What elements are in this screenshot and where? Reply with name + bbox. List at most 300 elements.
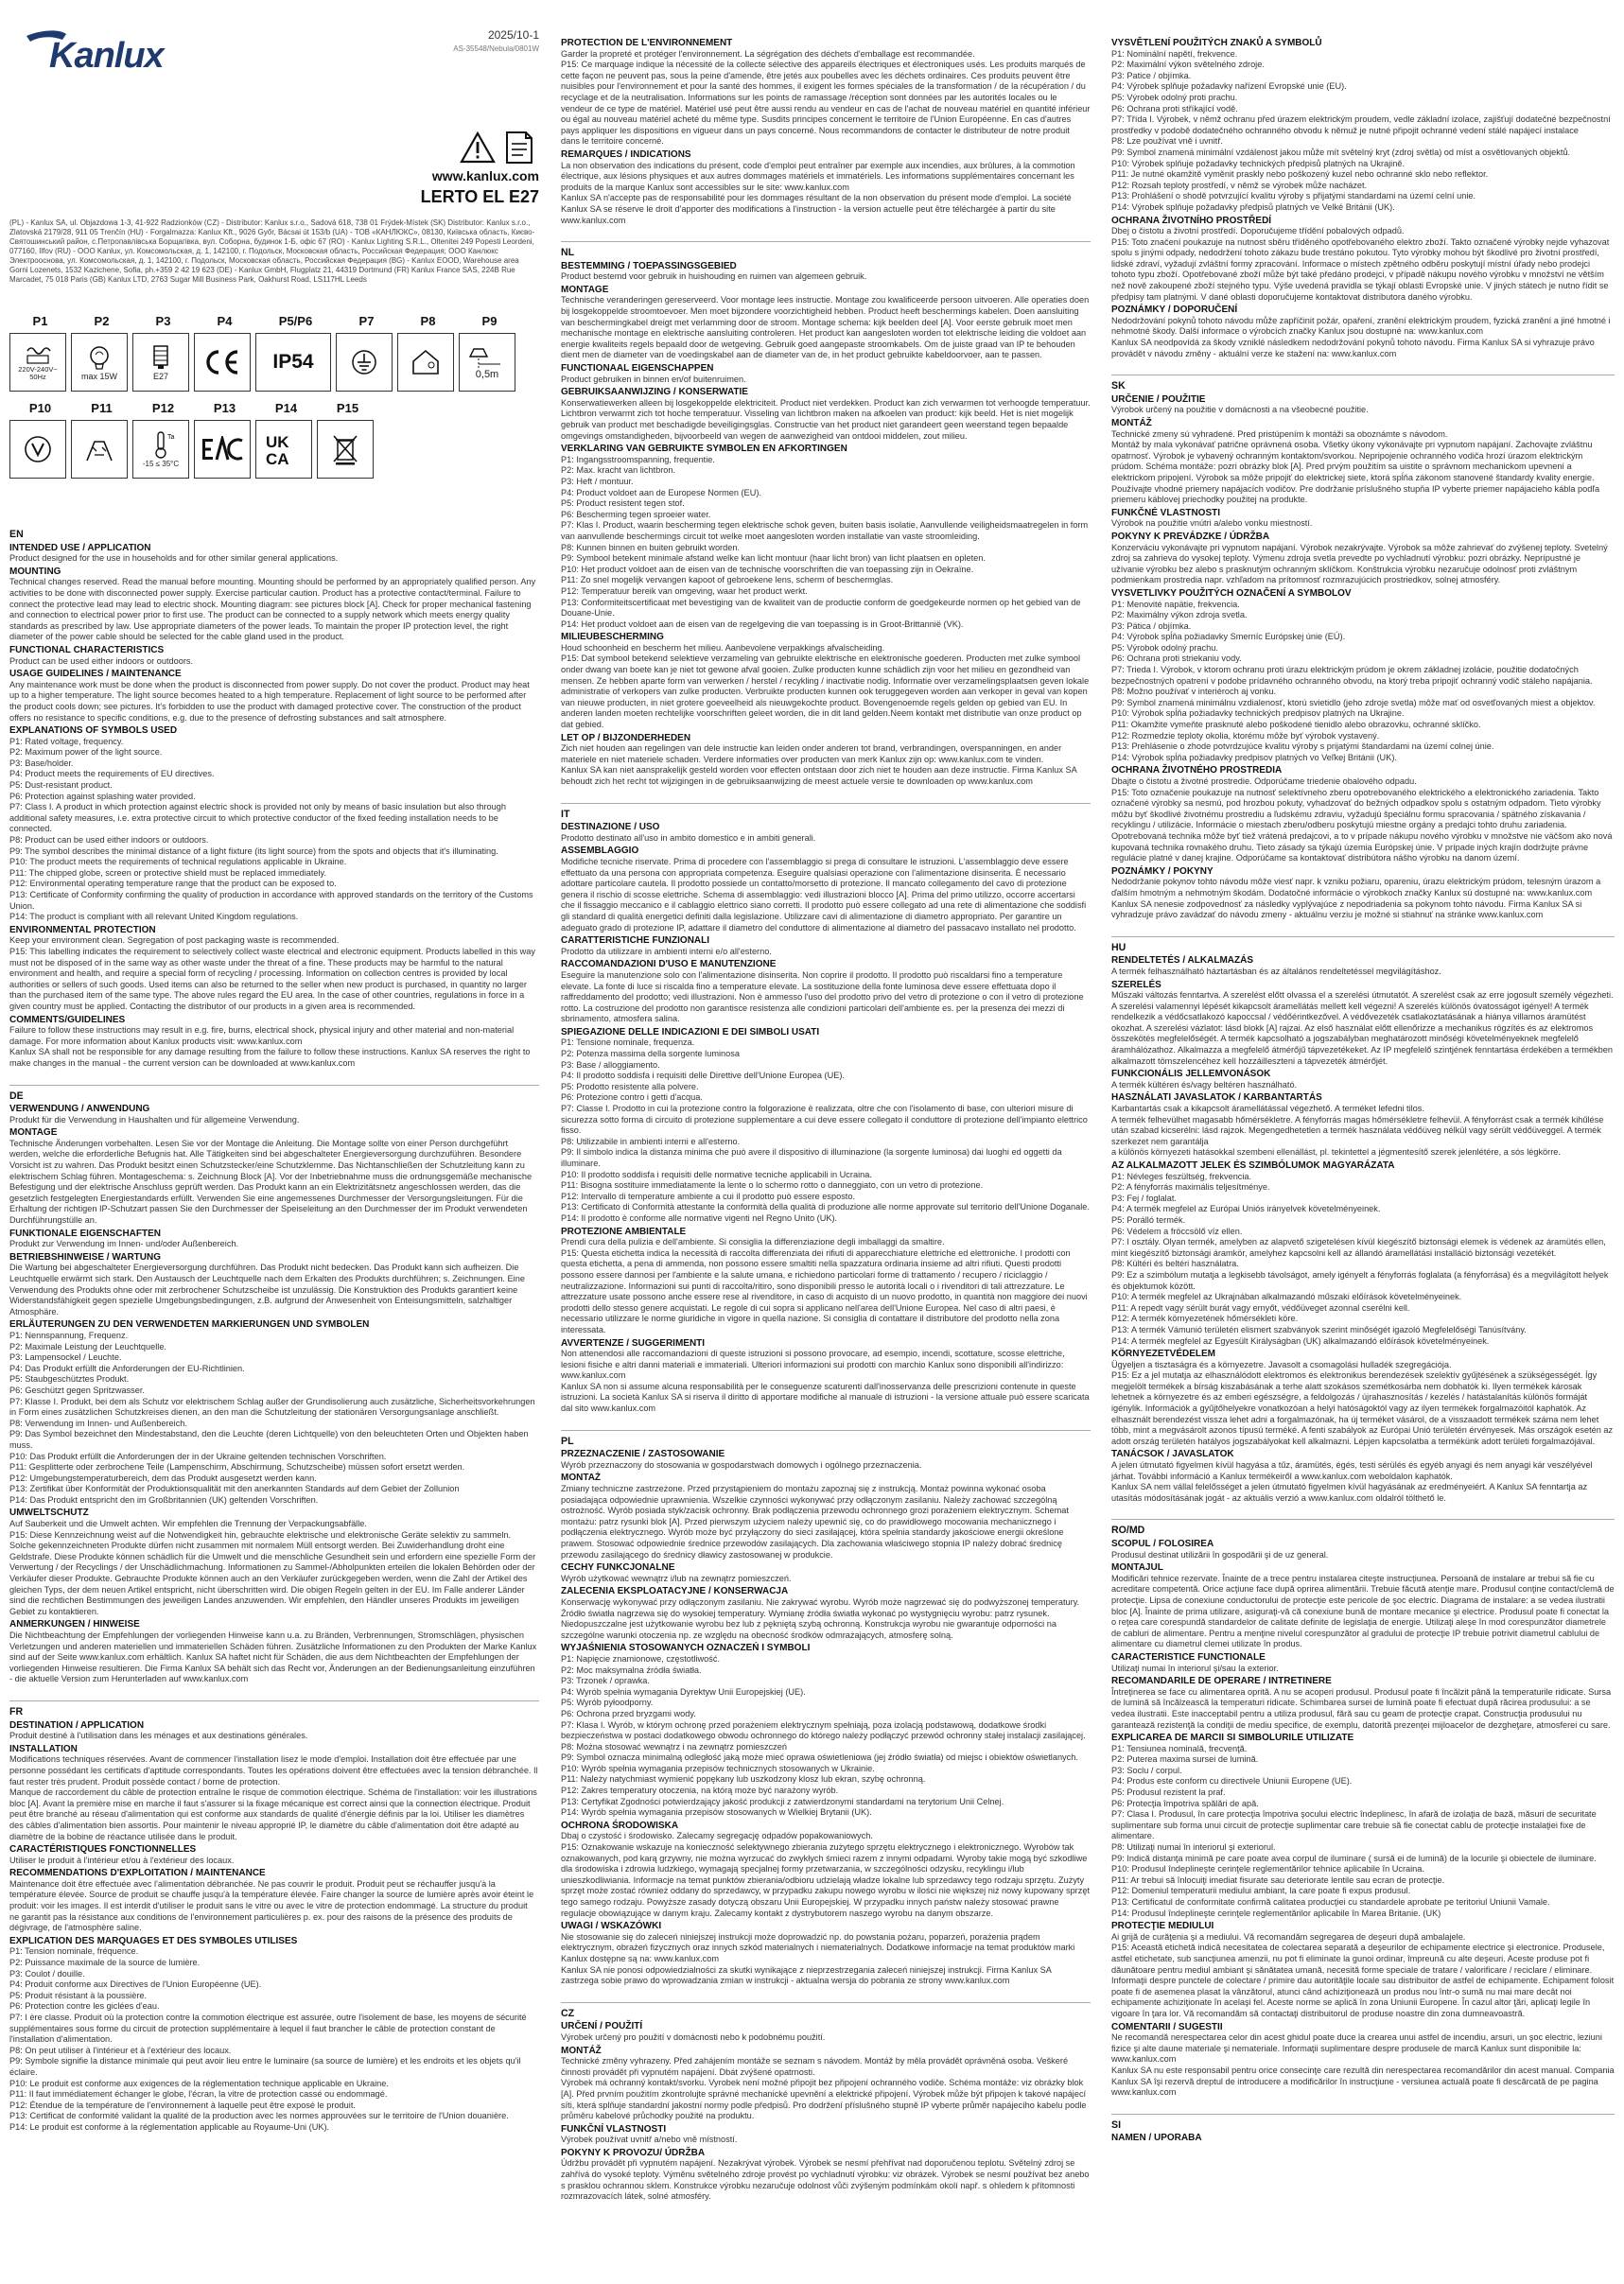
symbol-label: P14	[274, 401, 298, 415]
paragraph: P12: Étendue de la température de l'environnement à laquelle peut être exposé le produit.	[9, 2100, 356, 2110]
symbol-label: P15	[336, 401, 359, 415]
svg-text:Ta: Ta	[167, 434, 175, 441]
section-heading: OCHRANA ŽIVOTNÍHO PROSTŘEDÍ	[1111, 215, 1272, 226]
paragraph: P2: Maximálny výkon zdroja svetla.	[1111, 610, 1248, 620]
section-heading: MOUNTING	[9, 566, 61, 577]
paragraph: P11: Okamžite vymeňte prasknuté alebo poškodené tienidlo alebo obrazovku, ochranné sklíčko.	[1111, 720, 1481, 730]
symbol-label: P8	[420, 314, 436, 328]
paragraph: Výrobek má ochranný kontakt/svorku. Vyrobek není možné připojit bez připojení ochranného vodiče. Schéma montáže: viz obrázky blok [A]. Před prvním použitím zkontrolujte správné mechanické upevnění a elektrické připojení. Výrobek může být připojen k takové napájecí síti, která splňuje standardní jakostní normy podle předpisů. Pro dodržení příslušného stupně IP vyberte průměr napájecího kabelu podle průměru kabelové průchodky použité na produktu.	[561, 2078, 1087, 2121]
paragraph: P2: Maximum power of the light source.	[9, 747, 163, 758]
paragraph: Kanlux SA nu este responsabil pentru orice consecinţe care rezultă din nerespectarea recomandărilor din acest manual. Compania Kanlux SA îşi rezervă dreptul de introducere a modificărilor în instrucţiune - versiunea actuală poate fi descărcată de pe pagina www.kanlux.com	[1111, 2065, 1615, 2098]
paragraph: P1: Rated voltage, frequency.	[9, 736, 124, 746]
paragraph: P3: Trzonek / oprawka.	[561, 1676, 650, 1686]
paragraph: Technische Änderungen vorbehalten. Lesen Sie vor der Montage die Anleitung. Die Montage sollte von einer Person durchgeführt werden, welche die erforderliche Befugnis hat. Alle Tätigkeiten sind bei abgeschalteter Energieversorgung durchzuführen. Besondere Vorsicht ist zu wahren. Das Produkt besitzt einen Schutzstecker/eine Schutzklemme. Das Nichtanschließen der Schutzleitung kann zu elektrischem Schlag führen. Montageschema: s. Zeichnung Block [A]. Vor der Inbetriebnahme muss die ordnungsgemäße mechanische Befestigung und der elektrische Anschluss geprüft werden. Das Produkt kann an ein Elektrizitätsnetz angeschlossen werden, das die gesetzlich festgelegten Energiestandards erfüllt. Verwenden Sie eine angemessenes Durchmesser der Versorgungsleitungen. Für die Erhaltung der richtigen IP-Schutzart passen Sie den Durchmesser der Speiseleitung an den Durchmesser der im Produkt verwendeten Durchführungstülle an.	[9, 1138, 533, 1226]
symbol-label: P3	[155, 314, 171, 328]
paragraph: P11: Il faut immédiatement échanger le globe, l'écran, la vitre de protection cassé ou endommagé.	[9, 2089, 388, 2100]
paragraph: a különös környezeti hatásokkal szembeni ellenállást, pl. tekintettel a jégmentesítő szerek jelenlétére, a sós légkörre.	[1111, 1147, 1561, 1158]
paragraph: P13: Certificat de conformité validant la qualité de la production avec les normes approuvées sur le territoire de l'Union douanière.	[9, 2111, 509, 2121]
paragraph: P2: Max. kracht van lichtbron.	[561, 465, 676, 476]
paragraph: P3: Lampensockel / Leuchte.	[9, 1352, 122, 1363]
section-heading: BETRIEBSHINWEISE / WARTUNG	[9, 1251, 162, 1263]
paragraph: P6: Védelem a fröccsölő víz ellen.	[1111, 1226, 1243, 1236]
section-heading: OCHRANA ŽIVOTNÉHO PROSTREDIA	[1111, 765, 1283, 776]
section-heading: FUNCTIONAL CHARACTERISTICS	[9, 644, 165, 655]
symbol-label: P11	[91, 401, 113, 415]
language-heading: SI	[1111, 2114, 1615, 2132]
distributor-addresses: (PL) - Kanlux SA, ul. Objazdowa 1-3, 41-922 Radzionków (CZ) - Distributor: Kanlux s.r.o., Sadová 618, 738 01 Frýdek-Místek (SK) Distributor: Kanlux s.r.o., Zlatovská 2179/28, 911 05 Trenčín (HU) - Forgalmazza: Kanlux Kft., 9026 Győr, Bácsai út 153/b (UA) - ТОВ «КАНЛЮКС», 08130, Київська область, Києво-Святошинський район, с.Петропавлівська Борщагівка, вул. Соборна, будинок 1-Б, офіс 67 (RO) - Kanlux Lighting S.R.L., Oltenitei 249 Popesti Leordeni, 077160, Ilfov (RU) - ООО Kanlux, ул. Комсомольская, д. 1, 142100, г. Подольск, Московская область, Российская Федерация; ООО Канлюкс Электрооснова, ул. Комсомольская, д. 1, 142100, г. Подольск, Московская область, Российская Федерация (BG) - Kanlux EOOD, Warehouse area Gorni Lozenets, 1532 Kazichene, Sofia, ph.+359 2 42 19 623 (DE) - Kanlux GmbH, Flugplatz 21, 44319 Dortmund (FR) Kanlux France SAS, 224B Rue Marcadet, 75 018 Paris (GB) Kanlux LTD, 2763 Sugar Mill Business Park, Oakhurst Road, LS117HL Leeds	[9, 218, 535, 284]
section-heading: PROTECTION DE L'ENVIRONNEMENT	[561, 38, 733, 48]
document-subcode: AS-35548/Nebula/0801W	[453, 44, 539, 53]
paragraph: P9: Symbol oznacza minimalną odległość jaką może mieć oprawa oświetleniowa (jej źródło światła) od miejsc i obiektów oświetlanych.	[561, 1752, 1078, 1763]
paragraph: P1: Tensiunea nominală, frecvenţă.	[1111, 1743, 1248, 1753]
paragraph: P3: Fej / foglalat.	[1111, 1193, 1177, 1203]
paragraph: P3: Heft / montuur.	[561, 476, 634, 486]
paragraph: P5: Dust-resistant product.	[9, 780, 113, 791]
paragraph: P13: Certificatul de conformitate confirmă calitatea producţiei cu standardele aprobate pe teritoriul Uniunii Vamale.	[1111, 1897, 1550, 1907]
symbol-labels-row-1	[9, 314, 539, 328]
paragraph: Ai grijă de curăţenia şi a mediului. Vă recomandăm segregarea de deşeuri după ambalajele.	[1111, 1931, 1466, 1942]
paragraph: A termék felhevülhet magasabb hőmérsékletre. A fényforrás magas hőmérsékletre felhevül. A fényforrást csak a termék kihűlése után szabad kicserélni: lásd rajzok. Megengedhetetlen a termék használata védőüveg nélkül vagy sérült védőüveggel. A termék szerkezet nem garantálja	[1111, 1114, 1604, 1146]
paragraph: P8: Utilizaţi numai în interiorul şi exteriorul.	[1111, 1842, 1276, 1853]
svg-text:CA: CA	[266, 450, 289, 468]
section-heading: POZNÁMKY / DOPORUČENÍ	[1111, 305, 1238, 316]
paragraph: Kanlux SA n'accepte pas de responsabilité pour les dommages résultant de la non observation du présent mode d'emploi. La société Kanlux SA se réserve le droit d'apporter des modifications à l'instruction - la version actuelle peut être téléchargée à partir du site www.kanlux.com	[561, 193, 1072, 225]
paragraph: Technické zmeny sú vyhradené. Pred pristúpením k montáži sa oboznámte s návodom.	[1111, 428, 1448, 439]
paragraph: P2: Maximální výkon světelného zdroje.	[1111, 60, 1265, 70]
paragraph: Garder la propreté et protéger l'environnement. La ségrégation des déchets d'emballage est recommandée.	[561, 48, 975, 59]
section-heading: RACCOMANDAZIONI D'USO E MANUTENZIONE	[561, 959, 777, 970]
paragraph: P4: Produit conforme aux Directives de l'Union Européenne (UE).	[9, 1979, 262, 1990]
paragraph: P1: Menovité napätie, frekvencia.	[1111, 599, 1240, 609]
paragraph: Failure to follow these instructions may result in e.g. fire, burns, electrical shock, physical injury and other material and non-material damage. For more information about Kanlux products visit: www.kanlux.com	[9, 1025, 515, 1046]
paragraph: P5: Product resistent tegen stof.	[561, 498, 685, 509]
paragraph: P15: Toto značení poukazuje na nutnost sběru tříděného opotřebovaného elektro zboží. Takto označené výrobky nejde vyhazovat spolu s jinými odpady, nedodržení tohoto zákazu bude trestáno pokutou. Tyto výrobky mohou být škodlivé pro životní prostředí, lidské zdraví, vyžadují zvláštní formy zpracování. Informace o místech zpětného odběru poskytují místní úřady nebo prodejci tohoto typu zboží. Opotřebované zboží může být také předáno prodejci, v případě nákupu nového výrobku v množství ne větším než nově zakoupené zboží stejného typu. Výše uvedená pravidla se týkají oblasti Evropské unie. V jiných státech je nutno řídit se předpisy tam platnými. V dané oblasti doporučujeme kontaktovat distributora daného výrobku.	[1111, 236, 1610, 302]
svg-text:UK: UK	[266, 433, 289, 451]
paragraph: P2: Potenza massima della sorgente luminosa	[561, 1049, 740, 1059]
paragraph: P3: Base/holder.	[9, 758, 74, 768]
brand-logo: Kanlux	[49, 36, 164, 76]
section-heading: POZNÁMKY / POKYNY	[1111, 865, 1214, 877]
paragraph: P15: Toto označenie poukazuje na nutnosť selektívneho zberu opotrebovaného elektrického a elektronického zariadenia. Takto označené výrobky sa nesmú, pod hrozbou pokuty, vyhadzovať do bežných odpadkov spolu s ostatným odpadom. Tieto výrobky môžu byť škodlivé životnému prostrediu a ľudskému zdraviu, vyžadujú špeciálnu formu spracovania / spätného získavania / recyklingu / utilizácie. Informácie o miestach zberu/odberu poskytujú miestne orgány a predajci tohto druhu zariadenia. Opotrebovaná technika môže byť tiež vrátená predajcovi, a to v prípade nákupu nového výrobku v množstve nie väčšom ako nová kupovaná technika rovnakého druhu. Tieto zásady sa týkajú územia Európskej únie. V prípade iných krajín dodržujte právne regulácie platné v danej krajine. Odporúčame sa kontaktovať distribútora nášho výrobku na danom území.	[1111, 787, 1613, 863]
symbol-label: P2	[94, 314, 110, 328]
paragraph: A termék felhasználható háztartásban és az általános rendeltetéssel megvilágításhoz.	[1111, 966, 1441, 976]
paragraph: Wyrób użytkować wewnątrz i/lub na zewnątrz pomieszczeń.	[561, 1573, 792, 1583]
paragraph: P11: The chipped globe, screen or protective shield must be replaced immediately.	[9, 867, 327, 878]
section-heading: FUNKTIONALE EIGENSCHAFTEN	[9, 1228, 161, 1239]
paragraph: Dbej o čistotu a životní prostředí. Doporučujeme třídění pobalových odpadů.	[1111, 226, 1405, 236]
language-heading: SK	[1111, 375, 1615, 392]
section-heading: MILIEUBESCHERMING	[561, 632, 664, 643]
paragraph: P5: Výrobek odolný proti prachu.	[1111, 92, 1238, 102]
section-heading: ERLÄUTERUNGEN ZU DEN VERWENDETEN MARKIERUNGEN UND SYMBOLEN	[9, 1319, 370, 1331]
paragraph: A termék kültéren és/vagy beltéren használható.	[1111, 1079, 1298, 1090]
paragraph: Ne recomandă nerespectarea celor din acest ghidul poate duce la crearea unui astfel de incendiu, arsuri, un şoc electric, leziuni fizice şi alte daune materiale şi nemateriale. Informaţii suplimentare despre produsele de marcă Kanlux sunt disponibile la: www.kanlux.com	[1111, 2032, 1602, 2065]
read-manual-icon	[501, 129, 535, 166]
paragraph: Modifiche tecniche riservate. Prima di procedere con l'assemblaggio si prega di consultare le istruzioni. L'assemblaggio deve essere effettuato da una persona con appropriata competenza. Eseguire qualsiasi operazione con l'alimentazione disinserita. È necessario adottare particolare cautela. Il prodotto possiede un contatto/morsetto di protezione. Il mancato collegamento del cavo di protezione genera il rischio di scosse elettriche. Schema di assemblaggio: vedi illustrazioni blocco [A]. Prima del primo utilizzo, occorre accertarsi che il fissaggio meccanico e il cablaggio elettrico siano corretti. Il prodotto può essere collegato ad una rete di alimentazione che soddisfi gli standard di qualità energetici definiti dalla legislazione. Utilizzare cavi di alimentazione di diametro appropriato. Per garantire un adeguato grado di protezione IP, adattare il diametro del conduttore di alimentazione al diametro del passacavo installato nel prodotto.	[561, 856, 1087, 933]
paragraph: Modificări tehnice rezervate. Înainte de a trece pentru instalarea citeşte instrucţiunea. Persoană de instalare ar trebui să fie cu acreditare competentă. Orice acţiune face după oprirea alimentării. Trebuie făcută atenţie mare. Produsul conţine contact/clemă de protecţie. Lipsa de conexiune conductorului de protecţie este pericole de şoc electric. Diagrama de instalare: a se vedea ilustratii bloc [A]. Înainte de prima utilizare, asiguraţi-vă că conexiune bună de montare mecanice şi electrice. Produsul poate fi conectat la o reţea care corespundă standardelor de calitate definite de legislaţia de energie. Utilizaţi aleşe în mod corespunzător diametrele de cabluri de alimentare. Pentru a menţine nivelul corespunzător al gradului de protecţie IP trebuie potrivit diametrul cablului de alimentare cu diametrul clemei utilizate în produs.	[1111, 1573, 1615, 1649]
paragraph: P14: Výrobok spĺňa požiadavky predpisov platných vo Veľkej Británii (UK).	[1111, 752, 1397, 762]
paragraph: P7: Class I. A product in which protection against electric shock is provided not only by means of basic insulation but also through additional safety measures, i.e. extra protective circuit to which protective conductor of the fixed feeding installation needs to be connected.	[9, 802, 506, 834]
section-heading: UWAGI / WSKAZÓWKI	[561, 1921, 662, 1932]
paragraph: P13: A termék Vámunió területén elismert szabványok szerint minőségét igazoló Megfelelőségi Tanúsítvány.	[1111, 1324, 1527, 1334]
language-heading: FR	[9, 1700, 539, 1718]
paragraph: P14: A termék megfelel az Egyesült Királyságban (UK) alkalmazandó előírások követelményeinek.	[1111, 1335, 1490, 1346]
section-heading: UMWELTSCHUTZ	[9, 1508, 89, 1519]
paragraph: Konserwatiewerken alleen bij losgekoppelde elektriciteit. Product niet verdekken. Product kan zich verwarmen tot verhoogde temperatuur. Lichtbron verwarmt zich tot hoche temperatuur. Visseling van lichtbron maken na afkoelen van product: kijk beeld. Het is niet mogelijk gebruik van product met beschadigde beveiligingsglas. Constructie van het product niet garandeert geen weerstand tegen bepaalde omgevings omstandigheden, bijvoorbeeld van wegen de aanwezigheid van ontdooi middelen, zout milieu.	[561, 397, 1091, 441]
paragraph: P11: Ar trebui să înlocuiţi imediat fisurate sau deteriorate lentile sau ecran de protecţie.	[1111, 1874, 1445, 1885]
paragraph: P10: Het product voldoet aan de eisen van de technische voorschriften die van toepassing zijn in Oekraïne.	[561, 564, 974, 574]
paragraph: P9: Symbole signifie la distance minimale qui peut avoir lieu entre le luminaire (sa source de lumière) et les endroits et les objets qu'il éclaire.	[9, 2056, 521, 2077]
paragraph: P11: Je nutné okamžitě vyměnit praskly nebo poškozený kuzel nebo ochranné sklo nebo reflektor.	[1111, 169, 1489, 180]
paragraph: P1: Napięcie znamionowe, częstotliwość.	[561, 1653, 721, 1664]
paragraph: Produsul destinat utilizării în gospodării şi de uz general.	[1111, 1549, 1329, 1560]
section-heading: VYSVĚTLENÍ POUŽITÝCH ZNAKŮ A SYMBOLŮ	[1111, 38, 1322, 48]
paragraph: P10: Il prodotto soddisfa i requisiti delle normative tecniche applicabili in Ucraina.	[561, 1169, 872, 1179]
section-heading: USAGE GUIDELINES / MAINTENANCE	[9, 669, 182, 680]
paragraph: P3: Base / alloggiamento.	[561, 1059, 660, 1070]
paragraph: P15: Ce marquage indique la nécessité de la collecte sélective des appareils électriques et électroniques usés. Les produits marqués de cette façon ne peuvent pas, sous la peine d'amende, être jetés aux poubelles avec les déchets ordinaires. Ces produits peuvent être nuisibles pour l'environnement et pour la santé des hommes, il exigent les formes spéciales de la transformation / de la récupération / du recyclage et de la neutralisation. Informations sur les points de ramassage /réception sont données par les autorités locales ou le vendeur de ce type de matériel. Matériel usé peut être aussi rendu au vendeur en cas de l'achat de nouveau matériel en quantité inférieur ou égal au nouveau matériel acheté du même type. Susdits principes concernent le territoire de l'Union Européenne. En cas d'autres pays appliquer les dispositions en vigueur dans un pays concerné. Nous recommandons de contacter le distributeur de notre produit dans le territoire concerné.	[561, 60, 1091, 147]
section-heading: WYJAŚNIENIA STOSOWANYCH OZNACZEŃ I SYMBOLI	[561, 1643, 811, 1654]
paragraph: Údržbu provádět při vypnutém napájení. Nezakrývat výrobek. Výrobek se nesmí přehřívat nad doporučenou teplotu. Světelný zdroj se zahřívá do vysoké teploty. Výměnu světelného zdroje provést po vychladnutí výrobku: viz obrázek. Výrobek se nesmí používat bez anebo s prasklou ochrannou sklem. Konstrukce výrobku nezaručuje odolnost vůči zvýšeným podmínkám okolí např. s ohledem k přítomnosti rozmrazovacích látek, solné atmosféry.	[561, 2158, 1090, 2202]
section-heading: VYSVETLIVKY POUŽITÝCH OZNAČENÍ A SYMBOLOV	[1111, 587, 1352, 599]
symbol-label: P5/P6	[278, 314, 313, 328]
paragraph: P7: Trieda I. Výrobok, v ktorom ochranu proti úrazu elektrickým prúdom je okrem základnej izolácie, použitie dodatočných bezpečnostných opatrení v podobe prídavného ochranného obvodu, na ktorý treba pripojiť ochranný vodič stáleho napájania.	[1111, 665, 1593, 686]
paragraph: Product bestemd voor gebruik in huishouding en ruimen van algemeen gebruik.	[561, 271, 867, 282]
paragraph: Prodotto da utilizzare in ambienti interni e/o all'esterno.	[561, 946, 772, 956]
section-heading: POKYNY K PROVOZU/ ÚDRŽBA	[561, 2147, 706, 2158]
paragraph: Prodotto destinato all'uso in ambito domestico e in ambiti generali.	[561, 832, 816, 843]
paragraph: Maintenance doit être effectuée avec l'alimentation débranchée. Ne pas couvrir le produit. Produit peut se réchauffer jusqu'à la température élevée. Source de produit se chauffe jusqu'à la température élevée. Faire changer la source de lumière après avoir éteint le produit: voir les images. Il est interdit d'utiliser le produit sans le vitre ou avec le vitre de protection endommagé. La structure du produit ne garantit pas la résistance aux conditions de l'environnement particulières p. ex. pour des raisons de la présence des produits de dégivrage, de l'atmosphère saline.	[9, 1878, 534, 1933]
class-ii-icon	[71, 420, 128, 479]
paragraph: Non attenendosi alle raccomandazioni di queste istruzioni si possono provocare, ad esempio, incendi, scottature, scosse elettriche, lesioni fisiche e altri danni materiali e immateriali. Ulteriori informazioni sui prodotti con marchio Kanlux sono disponibili all'indirizzo: www.kanlux.com	[561, 1349, 1065, 1381]
voltage-icon: 220V-240V~ 50Hz	[9, 333, 66, 392]
section-heading: VERKLARING VAN GEBRUIKTE SYMBOLEN EN AFKORTINGEN	[561, 444, 847, 455]
paragraph: P8: Lze používat vně i uvnitř.	[1111, 136, 1223, 147]
paragraph: P7: Classe I. Prodotto in cui la protezione contro la folgorazione è realizzata, oltre che con l'isolamento di base, con ulteriori misure di sicurezza sotto forma di circuito di protezione supplementare a cui deve essere collegato il conduttore di protezione dell'impianto elettrico fisso.	[561, 1104, 1088, 1136]
warning-triangle-icon	[460, 131, 496, 165]
paragraph: Utiliser le produit à l'intérieur et/ou à l'extérieur des locaux.	[9, 1855, 235, 1865]
paragraph: Wyrób przeznaczony do stosowania w gospodarstwach domowych i ogólnego przeznaczenia.	[561, 1459, 922, 1470]
paragraph: Prendi cura della pulizia e dell'ambiente. Si consiglia la differenziazione degli imballaggi da smaltire.	[561, 1237, 945, 1247]
paragraph: Výrobok na použitie vnútri a/alebo vonku miestností.	[1111, 518, 1313, 529]
eac-mark-icon	[194, 420, 251, 479]
mounting-icon	[9, 420, 66, 479]
paragraph: Modifications techniques réservées. Avant de commencer l'installation lisez le mode d'emploi. Installation doit être effectuée par une personne possédant les certificats d'aptitude correspondants. Toutes les opérations doivent être effectuées avec la tension débranchée. Il faut rester très prudent. Produit possède contact / borne de protection.	[9, 1754, 538, 1787]
paragraph: P9: Das Symbol bezeichnet den Mindestabstand, den die Leuchte (deren Lichtquelle) von den beleuchteten Orten und Objekten haben muss.	[9, 1429, 529, 1450]
paragraph: P1: Nennspannung, Frequenz.	[9, 1330, 129, 1340]
paragraph: P1: Ingangsstroomspanning, frequentie.	[561, 454, 715, 464]
paragraph: P8: On peut utiliser à l'intérieur et à l'extérieur des locaux.	[9, 2045, 232, 2055]
paragraph: Výrobok určený na použitie v domácnosti a na všeobecné použitie.	[1111, 405, 1369, 415]
paragraph: P8: Možno používať v interiéroch aj vonku.	[1111, 687, 1277, 697]
paragraph: P13: Certyfikat Zgodności potwierdzający jakość produkcji z zatwierdzonymi standardami na terytorium Unii Celnej.	[561, 1796, 1004, 1806]
paragraph: P10: Le produit est conforme aux exigences de la réglementation technique applicable en Ukraine.	[9, 2078, 389, 2088]
paragraph: P12: Rozmedzie teploty okolia, ktorému môže byť výrobok vystavený.	[1111, 730, 1380, 741]
section-heading: FUNKČNÉ VLASTNOSTI	[1111, 507, 1220, 518]
paragraph: P9: Symbool betekent minimale afstand welke kan licht montuur (haar licht bron) van licht plaatsen en opleten.	[561, 553, 986, 564]
section-heading: EXPLICATION DES MARQUAGES ET DES SYMBOLES UTILISES	[9, 1935, 298, 1946]
section-heading: PRZEZNACZENIE / ZASTOSOWANIE	[561, 1449, 725, 1460]
paragraph: P4: A termék megfelel az Európai Uniós irányelvek követelményeinek.	[1111, 1204, 1381, 1214]
paragraph: Nedodržanie pokynov tohto návodu môže viesť napr. k vzniku požiaru, opareniu, úrazu elektrickým prúdom, telesným úrazom a ďalším hmotným a nehmotným škodám. Dodatočné informácie o výrobkoch značky Kanlux sú dostupné na: www.kanlux.com	[1111, 877, 1601, 898]
min-distance-icon: 0,5m	[459, 333, 515, 392]
section-heading: FUNKČNÍ VLASTNOSTI	[561, 2123, 667, 2135]
section-heading: CARATTERISTICHE FUNZIONALI	[561, 935, 710, 947]
symbol-label: P12	[151, 401, 175, 415]
paragraph: P12: Environmental operating temperature range that the product can be exposed to.	[9, 879, 337, 889]
paragraph: Karbantartás csak a kikapcsolt áramellátással végezhető. A terméket lefedni tilos.	[1111, 1104, 1424, 1114]
paragraph: P9: Symbol znamená minimální vzdálenost jakou může mít světelný kryt (zdroj světla) od míst a osvětlovaných objektů.	[1111, 147, 1571, 157]
paragraph: Any maintenance work must be done when the product is disconnected from power supply. Do not cover the product. Product may heat up to a higher temperature. The light source becomes heated to a high temperature. Replacement of light source to be performed after the product cools down; see pictures. It's forbidden to use the product with damaged protective cover. The construction of the product offers no resistance to specific conditions, e.g. due to the presence of defrosting substances and salt atmosphere.	[9, 679, 530, 723]
section-heading: PROTECŢIE MEDIULUI	[1111, 1921, 1214, 1932]
paragraph: P12: Rozsah teploty prostředí, v němž se výrobek může nacházet.	[1111, 180, 1368, 190]
paragraph: P6: Protection against splashing water provided.	[9, 791, 196, 801]
section-heading: URČENIE / POUŽITIE	[1111, 393, 1206, 405]
section-heading: NAMEN / UPORABA	[1111, 2133, 1202, 2144]
paragraph: P11: Bisogna sostituire immediatamente la lente o lo schermo rotto o danneggiato, con un vetro di protezione.	[561, 1180, 984, 1191]
section-heading: CARACTERISTICE FUNCTIONALE	[1111, 1651, 1266, 1663]
paragraph: P6: Geschützt gegen Spritzwasser.	[9, 1385, 145, 1395]
section-heading: DESTINATION / APPLICATION	[9, 1719, 145, 1731]
section-heading: RECOMMENDATIONS D'EXPLOITATION / MAINTENANCE	[9, 1868, 266, 1879]
section-heading: CARACTÉRISTIQUES FONCTIONNELLES	[9, 1844, 197, 1856]
paragraph: Eseguire la manutenzione solo con l'alimentazione disinserita. Non coprire il prodotto. Il prodotto può riscaldarsi fino a temperature elevate. La fonte di luce si riscalda fino a temperature elevate. La sostituzione della fonte luminosa deve essere effettuata dopo il raffreddamento del prodotto; vedi illustrazioni. Non è ammesso l'uso del prodotto privo del vetro di protezione o con il vetro di protezione rotto. La costruzione del prodotto non garantisce resistenza alle condizioni particolari dell'ambiente es. per la presenza dei mezzi di sbrinamento, atmosfera salina.	[561, 969, 1084, 1024]
paragraph: P8: Product can be used either indoors or outdoors.	[9, 835, 209, 846]
section-heading: PROTEZIONE AMBIENTALE	[561, 1226, 687, 1237]
paragraph: P6: Protection contre les giclées d'eau.	[9, 2001, 160, 2012]
paragraph: Nie stosowanie się do zaleceń niniejszej instrukcji może doprowadzić np. do powstania pożaru, poparzeń, porażenia prądem elektrycznym, obrażeń fizycznych oraz innych szkód materialnych i niematerialnych. Dodatkowe informacje na temat produktów marki Kanlux dostępne są na: www.kanlux.com	[561, 1931, 1075, 1963]
paragraph: P8: Verwendung im Innen- und Außenbereich.	[9, 1418, 187, 1428]
paragraph: P7: Clasa I. Produsul, în care protecţia împotriva şocului electric îndeplinesc, în afară de izolaţia de bază, măsuri de securitate suplimentare sub forma unui circuit de protecţie suplimentar care trebuie să fie conectat cablu de protecţie instalaţiei fixe de alimentare.	[1111, 1809, 1597, 1841]
language-heading: NL	[561, 241, 1091, 259]
paragraph: P15: Questa etichetta indica la necessità di raccolta differenziata dei rifiuti di apparecchiature elettriche ed elettroniche. I prodotti con questa etichetta, a pena di ammenda, non possono essere smaltiti nella spazzatura ordinaria insieme ad altri rifiuti. Questi prodotti possono essere dannosi per l'ambiente e la salute umana, e richiedono particolari forme di trattamento / recupero / riciclaggio / neutralizzazione. Informazioni sui punti di raccolta/ritiro, sono disponibili presso le autorità locali o i rivenditori di tali attrezzature. Le attrezzature usate possono anche essere rese al rivenditore, in caso di acquisto di un nuovo prodotto, in quantità non maggiore dei nuovi prodotti dello stesso genere acquistati. Le regole di cui sopra si applicano nell'area dell'Unione Europea. Nel caso di altri paesi, è necessario utilizzare le norme giuridiche in vigore in quella nazione. Si consiglia di contattare il distributore del prodotto nella zona interessata.	[561, 1247, 1088, 1334]
paragraph: P7: Klasse I. Produkt, bei dem als Schutz vor elektrischem Schlag außer der Grundisolierung auch zusätzliche, Sicherheitsvorkehrungen in Form eines zusätzlichen Schutzkreises dienen, an den man die Schutzleitung der stationären Versorgungsanlage anschließt.	[9, 1396, 535, 1418]
paragraph: P4: Výrobok spĺňa požiadavky Smerníc Európskej únie (EÚ).	[1111, 632, 1346, 642]
paragraph: P8: Kunnen binnen en buiten gebruikt worden.	[561, 542, 740, 552]
section-heading: COMMENTS/GUIDELINES	[9, 1014, 126, 1025]
paragraph: P5: Prodotto resistente alla polvere.	[561, 1081, 699, 1091]
paragraph: P10: Wyrób spełnia wymagania przepisów technicznych stosowanych w Ukrainie.	[561, 1763, 875, 1773]
paragraph: Výrobek používat uvnitř a/nebo vně místností.	[561, 2135, 738, 2145]
paragraph: Technische veranderingen gereserveerd. Voor montage lees instructie. Montage zou kwalificeerde persoon uitvoeren. Alle operaties doen bij losgekoppelde stroomtoevoer. Men moet bijzondere voorzichtigheid hebben. Product heeft beschermings kabelen. Doen aansluiting van beschermingkabel dreigt met verlamming door de stroom. Montage schema: kijk beelden deel [A]. Voor eerste gebruik moet men mechanische montage en elektrische aansluiting controleren. Het product kan aangesloten worden tot elektrische leiding die voldoet aan energie kwaliteits regels bepaald door de wetgeving. Gebruik goed aangepaste stroomkabels. Om de juiste graad van IP te behouden dient men de diameter van de voedingskabel aan de diameter van de, in het product gebruikte kabeldoorvoer, aan te passen.	[561, 295, 1090, 360]
paragraph: Zmiany techniczne zastrzeżone. Przed przystąpieniem do montażu zapoznaj się z instrukcją. Montaż powinna wykonać osoba posiadająca odpowiednie uprawnienia. Wszelkie czynności wykonywać przy odłączonym zasilaniu. Należy zachować szczególną ostrożność. Wyrób posiada styk/zacisk ochronny. Brak podłączenia przewodu ochronnego grozi porażeniem elektrycznym. Schemat montażu: patrz rysunki blok [A]. Przed pierwszym użyciem należy upewnić się, co do prawidłowego mocowania mechanicznego i podłączenia elektrycznego. Wyrób może być przyłączony do sieci zasilającej, która spełnia standardy jakościowe energii określone prawem. Stosować odpowiednie średnice przewodów zasilających. Dla zachowania właściwego stopnia IP należy dobrać średnicę przewodu zasilającego do średnicy dławicy zastosowanej w produkcie.	[561, 1484, 1069, 1560]
paragraph: Dbajte o čistotu a životné prostredie. Odporúčame triedenie obalového odpadu.	[1111, 776, 1417, 786]
weee-bin-icon	[317, 420, 374, 479]
paragraph: P5: Wyrób pyłoodporny.	[561, 1698, 654, 1708]
section-heading: BESTEMMING / TOEPASSINGSGEBIED	[561, 260, 737, 271]
paragraph: Kanlux SA nenesie zodpovednosť za následky vyplývajúce z nepodriadenia sa pokynom tohto návodu. Firma Kanlux SA si vyhradzuje právo zavádzať do návodu zmeny - aktuálnu verziu je možné si stiahnuť na stránke www.kanlux.com	[1111, 898, 1582, 920]
paragraph: Produit destiné à l'utilisation dans les ménages et aux destinations générales.	[9, 1731, 308, 1741]
paragraph: P7: Třída I. Výrobek, v němž ochranu před úrazem elektrickým proudem, vedle základní izolace, zajišťují dodatečné bezpečnostní prostředky v podobě dodatečného ochranného obvodu k němuž je nutné připojit ochranné vedení stálé napájecí instalace	[1111, 114, 1611, 135]
paragraph: P12: Umgebungstemperaturbereich, dem das Produkt ausgesetzt werden kann.	[9, 1473, 317, 1483]
paragraph: P10: Produsul îndeplineşte cerinţele reglementărilor tehnice aplicabile în Ucraina.	[1111, 1864, 1424, 1874]
symbol-label: P9	[481, 314, 498, 328]
paragraph: P15: Oznakowanie wskazuje na konieczność selektywnego zbierania zużytego sprzętu elektrycznego i elektronicznego. Wyrobów tak oznakowanych, pod karą grzywny, nie można wyrzucać do zwykłych śmieci razem z innymi odpadami. Wyroby takie mogą być szkodliwe dla środowiska i zdrowia ludzkiego, wymagają specjalnej formy przetwarzania, w szczególności odzysku, recyklingu i/lub unieszkodliwiania. Informacje na temat punktów zbierania/odbioru udzielają władze lokalne lub sprzedawcy tego rodzaju sprzętu. Zużyty sprzęt może zostać również oddany do sprzedawcy, w przypadku zakupu nowego wyrobu w ilości nie większej niż nowy kupowany sprzęt tego samego rodzaju. Powyższe zasady dotyczą obszaru Unii Europejskiej. W przypadku innych państw należy stosować prawne regulacje obowiązujące w danym kraju. Zalecamy kontakt z dystrybutorem naszego wyrobu na danym obszarze.	[561, 1842, 1091, 1918]
paragraph: P2: Maximale Leistung der Leuchtquelle.	[9, 1341, 166, 1351]
section-heading: RECOMANDARILE DE OPERARE / INTRETINERE	[1111, 1676, 1332, 1687]
paragraph: Die Nichtbeachtung der Empfehlungen der vorliegenden Hinweise kann u.a. zu Bränden, Verbrennungen, Stromschlägen, physischen Verletzungen und anderen materiellen und immateriellen Schäden führen. Zusätzliche Informationen zu den Produkten der Marke Kanlux sind auf der Seite www.kanlux.com erhältlich. Kanlux SA haftet nicht für Schäden, die aus dem Nichtbeachten der Empfehlungen der vorliegenden Hinweise resultieren. Die Firma Kanlux SA behält sich das Recht vor, Änderungen an der Bedienungsanleitung einzuführen - die aktuelle Version zum Herunterladen auf www.kanlux.com	[9, 1630, 537, 1684]
section-heading: MONTAGE	[9, 1127, 58, 1139]
text-column-2	[561, 36, 1091, 2277]
paragraph: P9: Symbol znamená minimálnu vzdialenosť, ktorú svietidlo (jeho zdroje svetla) môže mať od osvetľovaných miest a objektov.	[1111, 697, 1596, 707]
section-heading: RENDELTETÉS / ALKALMAZÁS	[1111, 955, 1253, 967]
paragraph: P9: Il simbolo indica la distanza minima che può avere il dispositivo di illuminazione (la sorgente luminosa) dai luoghi ed oggetti da illuminare.	[561, 1147, 1062, 1168]
paragraph: La non observation des indications du présent, code d'emploi peut entraîner par exemple aux incendies, aux brûlures, à la commotion électrique, aux lésions physiques et aux autres dommages matériels et immatériels. Les informations supplémentaires concernant les produits de la marque Kanlux sont accessibles sur le site: www.kanlux.com	[561, 160, 1075, 192]
section-heading: SPIEGAZIONE DELLE INDICAZIONI E DEI SIMBOLI USATI	[561, 1026, 820, 1037]
paragraph: P14: Das Produkt entspricht den im Großbritannien (UK) geltenden Vorschriften.	[9, 1494, 319, 1505]
section-heading: FUNCTIONAAL EIGENSCHAPPEN	[561, 363, 714, 375]
paragraph: P11: Zo snel mogelijk vervangen kapoot of gebroekene lens, scherm of beschermglas.	[561, 575, 894, 585]
paragraph: P11: Należy natychmiast wymienić popękany lub uszkodzony klosz lub ekran, szybę ochronną.	[561, 1774, 926, 1785]
symbol-label: P4	[217, 314, 233, 328]
paragraph: P13: Conformiteitscertificaat met bevestiging van de kwaliteit van de productie conform de goedgekeurde normen op het gebied van de Douane-Unie.	[561, 597, 1081, 619]
section-heading: FUNKCIONÁLIS JELLEMVONÁSOK	[1111, 1069, 1271, 1080]
paragraph: P13: Prehlásenie o zhode potvrdzujúce kvalitu výroby s prijatými štandardami na území colnej únie.	[1111, 741, 1494, 752]
paragraph: Keep your environment clean. Segregation of post packaging waste is recommended.	[9, 935, 340, 946]
paragraph: Montáž by mala vykonávať patrične oprávnená osoba. Všetky úkony vykonávajte pri vypnutom napájaní. Zachovajte zvláštnu opatrnosť. Výrobok je vybavený ochranným kontaktom/svorkou. Nepripojenie ochranného vodiča hrozí úrazom elektrickým prúdom. Schéma montáže: pozri obrázky blok [A]. Pred prvým použitím sa uistite o správnom mechanickom upevnení a elektrickom pripojení. Výrobok sa môže pripojiť do elektrickej siete, ktorá spĺňa zákonom stanovené štandardy kvality energie. Používajte vhodné priemery napájacích vodičov. Pre dodržanie príslušného stupňa IP vyberte priemer napájacieho kábla podľa priemeru káblovej priechodky použitej na produkte.	[1111, 440, 1600, 505]
paragraph: P5: Produit résistant à la poussière.	[9, 1990, 148, 2000]
paragraph: P10: Výrobek splňuje požadavky technických předpisů platných na Ukrajině.	[1111, 158, 1405, 168]
section-heading: MONTÁŽ	[1111, 418, 1152, 428]
section-heading: ASSEMBLAGGIO	[561, 846, 639, 857]
paragraph: P3: Coulot / douille.	[9, 1968, 85, 1979]
section-heading: GEBRUIKSAANWIJZING / KONSERWATIE	[561, 387, 748, 398]
section-heading: HASZNÁLATI JAVASLATOK / KARBANTARTÁS	[1111, 1092, 1322, 1104]
section-heading: REMARQUES / INDICATIONS	[561, 148, 691, 160]
paragraph: P13: Zertifikat über Konformität der Produktionsqualität mit den anerkannten Standards auf dem Gebiet der Zollunion	[9, 1484, 460, 1494]
language-heading: EN	[9, 530, 24, 540]
paragraph: Zich niet houden aan regelingen van dele instructie kan leiden onder anderen tot brand, verbrandingen, overspanningen, en ander materiele en niet materiele schaden. Verdere informaties over producten van merk Kanlux zijn op: www.kanlux.com te vinden.	[561, 743, 1062, 764]
ce-mark-icon	[194, 333, 251, 392]
paragraph: Kanlux SA kan niet aansprakelijk gesteld worden voor effecten ontstaan door zich niet te houden aan deze instructie. Firma Kanlux SA behoudt zich het recht tot wijzigingen in de gebruiksaanwijzing de meest actuele versie te downloaden op www.kanlux.com	[561, 765, 1077, 786]
paragraph: P13: Certificato di Conformità attestante la conformità della qualità di produzione alle norme approvate sul territorio dell'Unione Doganale.	[561, 1202, 1090, 1212]
paragraph: P4: Product voldoet aan de Europese Normen (EU).	[561, 487, 761, 497]
paragraph: Konzerváciu vykonávajte pri vypnutom napájaní. Výrobok nezakrývajte. Výrobok sa môže zahrievať do zvýšenej teploty. Svetelný zdroj sa zahrieva do vysokej teploty. Výmenu zdroja svetla prevedte po vychladnutí výrobku: pozri obrázky. Neprípustné je užívanie výrobku bez alebo s prasknutým ochranným sklíčkom. Konštrukcia výrobku nezaručuje odolnosť proti zvláštnym podmienkam prostredia napr. vzhľadom na prítomnosť rozmrazujúcich prostriedkov, solnej atmosféry.	[1111, 542, 1608, 585]
paragraph: P1: Tension nominale, fréquence.	[9, 1946, 139, 1957]
paragraph: P15: Diese Kennzeichnung weist auf die Notwendigkeit hin, gebrauchte elektrische und elektronische Geräte selektiv zu sammeln. Solche gekennzeichneten Produkte dürfen nicht zusammen mit normalem Müll entsorgt werden. Bei Zuwiderhandlung droht eine Geldstrafe. Diese Produkte können schädlich für die Umwelt und die menschliche Gesundheit sein und erfordern eine spezielle Form der Verwertung / der Recyclings / der Unschädlichmachung. Informationen zu Sammel-/Abholpunkten erteilen die lokalen Behörden oder der Verkäufer dieser Produkte. Gebrauchte Produkte können auch an den Verkäufer zurückgegeben werden, wenn die Zahl der Artikel des gleichen Typs, der dem neuen Artikel entspricht, nicht überschritten wird. Die obigen Regeln gelten in der EU. Im Falle anderer Länder sind die rechtlichen Bestimmungen des jeweiligen Landes anzuwenden. Wir empfehlen, den Händler unseres Produkts im jeweiligen Gebiet zu kontaktieren.	[9, 1529, 536, 1616]
ukca-mark-icon	[255, 420, 312, 479]
paragraph: Dbaj o czystość i środowisko. Zalecamy segregację odpadów popakowaniowych.	[561, 1831, 873, 1841]
section-heading: LET OP / BIJZONDERHEDEN	[561, 732, 691, 743]
paragraph: P5: Výrobok odolný prachu.	[1111, 642, 1218, 653]
section-heading: SCOPUL / FOLOSIREA	[1111, 1539, 1214, 1549]
paragraph: P4: Product meets the requirements of EU directives.	[9, 769, 215, 779]
paragraph: P6: Bescherming tegen sproeier water.	[561, 509, 711, 519]
paragraph: P14: Il prodotto è conforme alle normative vigenti nel Regno Unito (UK).	[561, 1212, 838, 1223]
section-heading: URČENÍ / POUŽITÍ	[561, 2021, 643, 2032]
paragraph: P6: Ochrana proti stříkající vodě.	[1111, 103, 1238, 113]
section-heading: ENVIRONMENTAL PROTECTION	[9, 924, 156, 935]
paragraph: P9: The symbol describes the minimal distance of a light fixture (its light source) from the spots and objects that it's illuminating.	[9, 846, 498, 856]
section-heading: MONTAJUL	[1111, 1562, 1163, 1574]
paragraph: P1: Névleges feszültség, frekvencia.	[1111, 1171, 1252, 1181]
paragraph: P13: Prohlášení o shodě potvrzující kvalitu výroby s přijatými standardami na území celní unie.	[1111, 191, 1476, 201]
paragraph: P2: Puterea maxima sursei de lumină.	[1111, 1754, 1259, 1765]
paragraph: P5: Porálló termék.	[1111, 1214, 1186, 1225]
paragraph: P3: Pätica / objímka.	[1111, 620, 1192, 631]
section-heading: INSTALLATION	[9, 1743, 78, 1754]
section-heading: MONTAGE	[561, 284, 609, 295]
language-heading: DE	[9, 1085, 539, 1103]
paragraph: A jelen útmutató figyelmen kívül hagyása a tűz, áramütés, égés, testi sérülés és egyéb anyagi és nem anyagi kár veszélyével járhat. További információ a Kanlux termékeiről a www.kanlux.com weboldalon kaphatók.	[1111, 1460, 1593, 1481]
section-heading: AZ ALKALMAZOTT JELEK ÉS SZIMBÓLUMOK MAGYARÁZATA	[1111, 1160, 1395, 1171]
socket-e27-icon: E27	[132, 333, 189, 392]
paragraph: P15: Această etichetă indică necesitatea de colectarea separată a deşeurilor de echipamente electrice şi electronice. Produsele, astfel etichetate, sub sancţiunea amenzii, nu pot fi eliminate la gunoi ordinar, împreună cu alte deşeuri. Aceste produse pot fi dăunătoare pentru mediul ambiant şi sănătatea umană, necesită forme speciale de tratare / valorificare / reciclare / eliminare. Informaţii despre punctele de colectare / primire dau autorităţile locale sau distribuitor de astfel de echipamente. Echipament folosit poate fi de asemenea plasat la vânzătorul, atunci când achiziţionează un produs nou într-o sumă nu mai mare decât noi echipamente achiziţionate în acelaşi fel. Aceste norme se aplică în zona Uniunii Europene. În cazul altor ţări, aplicaţi legile în vigoare în ţara lor. Vă recomandăm să contactaţi distribuitorul de produse noastre din zona dumneavoastră.	[1111, 1943, 1615, 2018]
document-code: 2025/10-1	[487, 28, 539, 42]
paragraph: P8: Utilizzabile in ambienti interni e all'esterno.	[561, 1136, 741, 1146]
paragraph: Technical changes reserved. Read the manual before mounting. Mounting should be performed by an appropriately qualified person. Any activities to be done with disconnected power supply. Exercise particular caution. Product has a protective contact/terminal. Failure to connect the protective lead may lead to electric shock. Mounting diagram: see pictures block [A]. Check for proper mechanical fastening and connection to electrical power prior to first use. The product can be connected to a supply network which meets energy quality standards as prescribed by law. Use appropriate diameters of the power leads. To maintain the proper IP protection level, the right diameter of the power cable should be selected for the cable gland used in the product.	[9, 577, 536, 642]
paragraph: P7: Klas I. Product, waarin bescherming tegen elektrische schok geven, buiten basis isolatie, Aanvullende veiligheidsmaatregelen in form van aanvullende beschermings circuit tot welke moet aangesloten worden installatie van vaste stroomleiding.	[561, 520, 1089, 541]
section-heading: VERWENDUNG / ANWENDUNG	[9, 1104, 150, 1115]
paragraph: P10: The product meets the requirements of technical regulations applicable in Ukraine.	[9, 857, 347, 867]
paragraph: P5: Staubgeschütztes Produkt.	[9, 1374, 130, 1385]
paragraph: Kanlux SA neodpovídá za škody vzniklé následkem nedodržování pokynů tohoto návodu. Firma Kanlux SA si vyhrazuje právo provádět v návodu změny - aktuální verze ke stažení na: www.kanlux.com	[1111, 338, 1595, 358]
section-heading: KÖRNYEZETVÉDELEM	[1111, 1349, 1216, 1360]
product-name: LERTO EL E27	[420, 187, 539, 206]
paragraph: P3: Soclu / corpul.	[1111, 1765, 1182, 1775]
paragraph: P11: Gesplitterte oder zerbrochene Teile (Lampenschirm, Abschirmung, Schutzscheibe) müssen sofort ersetzt werden.	[9, 1462, 465, 1473]
website-url[interactable]: www.kanlux.com	[431, 168, 539, 183]
section-heading: SZERELÉS	[1111, 979, 1161, 990]
paragraph: P14: The product is compliant with all relevant United Kingdom regulations.	[9, 912, 299, 922]
paragraph: P8: Można stosować wewnątrz i na zewnątrz pomieszczeń	[561, 1741, 787, 1752]
paragraph: Kanlux SA nie ponosi odpowiedzialności za skutki wynikające z nieprzestrzegania zaleceń niniejszej instrukcji. Firma Kanlux SA zastrzega sobie prawo do wprowadzania zmian w instrukcji - aktualna wersja do pobrania ze strony www.kanlux.com	[561, 1964, 1052, 1986]
ip54-icon: IP54	[255, 333, 331, 392]
paragraph: P2: Moc maksymalna źródła światła.	[561, 1665, 702, 1675]
language-heading: CZ	[561, 2002, 1091, 2020]
paragraph: P4: Il prodotto soddisfa i requisiti delle Direttive dell'Unione Europea (UE).	[561, 1071, 845, 1081]
paragraph: P12: Intervallo di temperature ambiente a cui il prodotto può essere esposto.	[561, 1191, 856, 1201]
paragraph: Produkt zur Verwendung im Innen- und/oder Außenbereich.	[9, 1239, 239, 1249]
symbol-label: P1	[32, 314, 48, 328]
paragraph: P12: A termék környezetének hőmérsékleti köre.	[1111, 1314, 1299, 1324]
section-heading: ANMERKUNGEN / HINWEISE	[9, 1619, 140, 1630]
paragraph: Produkt für die Verwendung in Haushalten und für allgemeine Verwendung.	[9, 1114, 300, 1125]
paragraph: P14: Wyrób spełnia wymagania przepisów stosowanych w Wielkiej Brytanii (UK).	[561, 1807, 872, 1818]
paragraph: P6: Protezione contro i getti d'acqua.	[561, 1092, 703, 1103]
section-heading: TANÁCSOK / JAVASLATOK	[1111, 1449, 1234, 1460]
language-heading: RO/MD	[1111, 1519, 1615, 1537]
paragraph: P15: This labelling indicates the requirement to selectively collect waste electrical and electronic equipment. Products labelled in this way must not be disposed of in the same way as other waste under the threat of a fine. These products may be harmful to the natural environment and health, and require a special form of recycling / processing. Information on collection centres is provided by local authorities or sellers of such goods. Used items can also be returned to the seller when new product is purchased, in quantity no larger than the purchased item of the same type. The above rules regard the EU area. In the case of other countries, regulations in force in a given country must be applied. Contacting the distributor of our products in a given area is recommended.	[9, 946, 535, 1011]
paragraph: P10: Výrobok spĺňa požiadavky technických predpisov platných na Ukrajine.	[1111, 708, 1405, 719]
paragraph: Auf Sauberkeit und die Umwelt achten. Wir empfehlen die Trennung der Verpackungsabfälle.	[9, 1519, 367, 1529]
section-heading: EXPLANATIONS OF SYMBOLS USED	[9, 725, 178, 737]
paragraph: P4: Produs este conform cu directivele Uniunii Europene (UE).	[1111, 1776, 1353, 1787]
paragraph: P10: A termék megfelel az Ukrajnában alkalmazandó műszaki előírások követelményeinek.	[1111, 1292, 1462, 1302]
section-heading: MONTÁŽ	[561, 2045, 602, 2056]
paragraph: P8: Kültéri és beltéri használatra.	[1111, 1259, 1239, 1269]
paragraph: Nedodržování pokynů tohoto návodu může zapříčinit požár, opaření, zranění elektrickým proudem, fyzická zranění a jiné hmotné i nehmotné škody. Další informace o výrobcích značky Kanlux jsou dostupné na: www.kanlux.com	[1111, 315, 1611, 337]
temperature-icon: Ta -15 ≤ 35°C	[132, 420, 189, 479]
paragraph: P14: Výrobek splňuje požadavky předpisů platných ve Velké Británii (UK).	[1111, 201, 1395, 212]
paragraph: P4: Das Produkt erfüllt die Anforderungen der EU-Richtlinien.	[9, 1363, 245, 1373]
symbol-label: P7	[358, 314, 375, 328]
paragraph: Houd schoonheid en bescherm het milieu. Aanbevolene verpakkings afvalscheiding.	[561, 642, 885, 653]
paragraph: P14: Het product voldoet aan de eisen van de regelgeving die van toepassing is in Groot-Brittannië (VK).	[561, 619, 964, 629]
paragraph: P15: Ez a jel mutatja az elhasználódott elektromos és elektronikus berendezések szelektív gyűjtésének a szükségességét. Így megjelölt termékek a bírság kiszabásának a terhe alatt szokásos szemétkosárba nem dobhatók ki. Ilyen termékek károsak lehetnek a környezetre és az emberi egészségre, a feldolgozás / újrahasznosítás / kezelés / hatástalanítás különös formáját igénylik. Információk a gyűjtőhelyekre vonatkozóan a helyi hatóságoktól vagy az ilyen termékek forgalmazóitól kaphatók. Az elhasznált berendezést vissza lehet adni a forgalmazónak, ha új terméket vásárol, de a visszaadott termékek száma nem lehet több, mint a megvásárolt azonos típusú terméké. A fenti szabályok az Európai Unió területén érvényesek. Más országok esetén az adott ország területén hatályos jogszabályokat kell alkalmazni. Lépjen kapcsolatba a termékünk adott területi forgalmazójával.	[1111, 1370, 1614, 1446]
paragraph: Konserwację wykonywać przy odłączonym zasilaniu. Nie zakrywać wyrobu. Wyrób może nagrzewać się do podwyższonej temperatury. Źródło światła nagrzewa się do wysokiej temperatury. Wymianę źródła światła wykonać po wystygnięciu wyrobu: patrz rysunek. Niedopuszczalne jest użytkowanie wyrobu bez lub z pękniętą szybą ochronną. Konstrukcja wyrobu nie gwarantuje odporności na szczególne warunki otoczenia np. ze względu na obecność środków odmrażających, atmosferę solną.	[561, 1596, 1080, 1640]
paragraph: P13: Certificate of Conformity confirming the quality of production in accordance with approved standards on the territory of the Customs Union.	[9, 890, 533, 911]
paragraph: P3: Patice / objímka.	[1111, 70, 1192, 80]
paragraph: P2: A fényforrás maximális teljesítménye.	[1111, 1182, 1270, 1193]
paragraph: P1: Tensione nominale, frequenza.	[561, 1037, 695, 1048]
paragraph: Technické změny vyhrazeny. Před zahájením montáže se seznam s návodem. Montáž by měla provádět oprávněná osoba. Veškeré činnosti provádět při vypnutém napájení. Dbát zvýšené opatrnosti.	[561, 2056, 1069, 2077]
section-heading: COMENTARII / SUGESTII	[1111, 2021, 1223, 2032]
paragraph: P7: Klasa I. Wyrób, w którym ochronę przed porażeniem elektrycznym spełniają, poza izolacją podstawową, dodatkowe środki bezpieczeństwa w postaci dodatkowego obwodu ochronnego do którego należy podłączyć przewód ochronny stałej instalacji zasilającej.	[561, 1719, 1086, 1741]
paragraph: Întreţinerea se face cu alimentarea oprită. A nu se acoperi produsul. Produsul poate fi încălzit până la temperaturile ridicate. Sursa de lumină să încălzească la temperaturi ridicate. Schimbarea sursei de lumină poate fi efectuat după răcirea produsului: a se vedea ilustratii. Este inacceptabil pentru a utiliza produsul, fără sau cu geam de protecţie crapat. Construcţia produsului nu garantează rezistenţă la condiţii de mediu specifice, de exemplu, datorită prezenţei mijloacelor de dezgheţare, atmosferei cu sare.	[1111, 1686, 1612, 1730]
paragraph: P6: Ochrona przed bryzgami wody.	[561, 1708, 696, 1718]
language-heading: IT	[561, 803, 1091, 821]
